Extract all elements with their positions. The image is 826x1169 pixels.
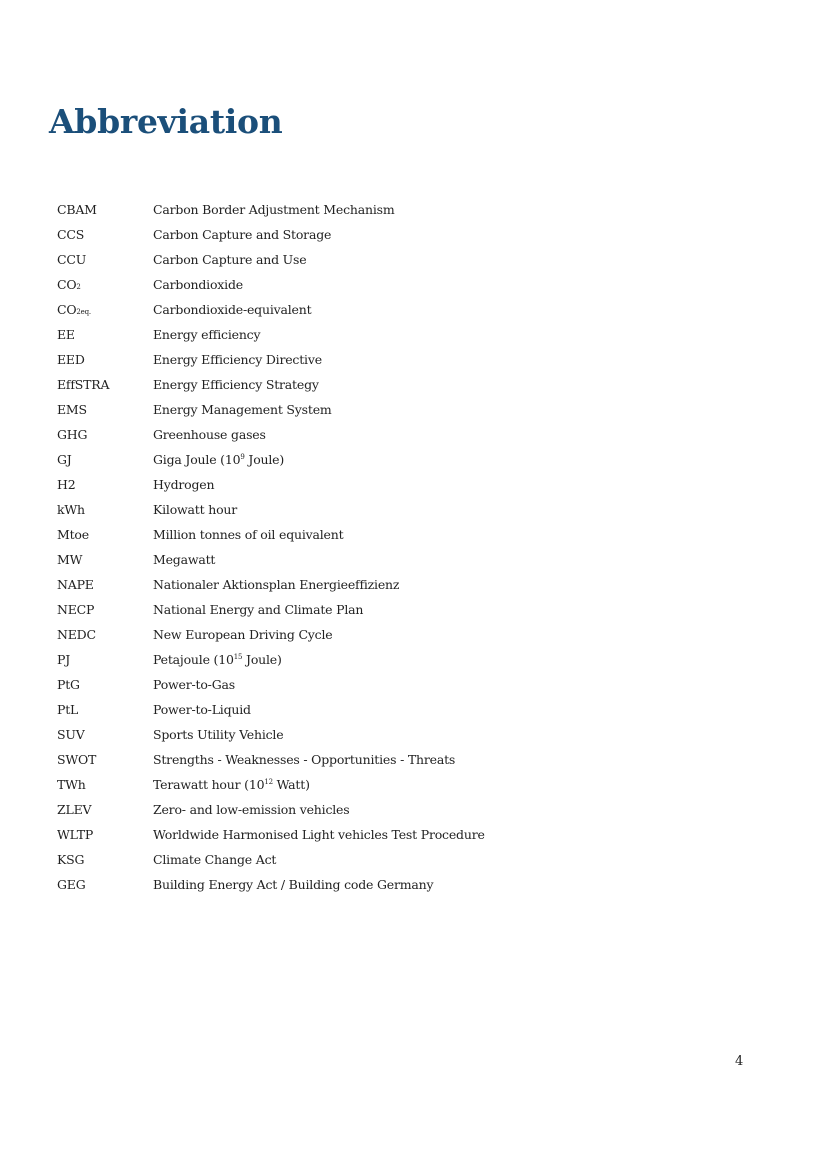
abbreviation-term <box>57 522 153 547</box>
abbreviation-row <box>57 672 517 697</box>
abbreviation-term <box>57 847 153 872</box>
abbreviation-definition <box>153 347 517 372</box>
abbreviation-row <box>57 347 517 372</box>
abbreviation-definition <box>153 647 517 672</box>
abbreviation-definition-text: Zero- and low-emission vehicles <box>153 802 350 817</box>
abbreviation-definition-text: Carbondioxide-equivalent <box>153 302 312 317</box>
abbreviation-definition-text: Carbon Capture and Storage <box>153 227 332 242</box>
abbreviation-term <box>57 622 153 647</box>
abbreviation-term <box>57 747 153 772</box>
abbreviation-definition <box>153 522 517 547</box>
abbreviation-term <box>57 372 153 397</box>
abbreviation-row <box>57 797 517 822</box>
abbreviation-definition <box>153 622 517 647</box>
abbreviation-row <box>57 597 517 622</box>
abbreviation-term <box>57 272 153 297</box>
abbreviation-definition <box>153 847 517 872</box>
abbreviation-row <box>57 422 517 447</box>
abbreviation-definition-text: Power-to-Liquid <box>153 702 251 717</box>
abbreviation-definition <box>153 747 517 772</box>
abbreviation-definition-exponent: 12 <box>264 777 273 786</box>
abbreviation-term-text: CCS <box>57 227 85 242</box>
abbreviation-term-subscript: 2eq. <box>76 308 91 316</box>
abbreviation-term <box>57 397 153 422</box>
abbreviation-row <box>57 522 517 547</box>
abbreviation-definition <box>153 797 517 822</box>
abbreviation-term <box>57 197 153 222</box>
abbreviation-term-text: CBAM <box>57 202 97 217</box>
abbreviation-definition-text: Kilowatt hour <box>153 502 238 517</box>
abbreviation-definition <box>153 597 517 622</box>
abbreviation-definition-text: Strengths - Weaknesses - Opportunities - Threats <box>153 752 456 767</box>
abbreviation-term <box>57 322 153 347</box>
abbreviation-row <box>57 547 517 572</box>
abbreviation-term <box>57 547 153 572</box>
abbreviation-definition-text: Climate Change Act <box>153 852 277 867</box>
abbreviation-definition <box>153 447 517 472</box>
abbreviation-definition <box>153 772 517 797</box>
abbreviation-term-text: CO <box>57 277 77 292</box>
abbreviation-definition-suffix: Joule) <box>244 452 285 467</box>
abbreviation-row <box>57 247 517 272</box>
abbreviation-definition-text: National Energy and Climate Plan <box>153 602 364 617</box>
abbreviation-row <box>57 572 517 597</box>
abbreviation-definition <box>153 547 517 572</box>
abbreviation-term-text: GEG <box>57 877 86 892</box>
abbreviation-definition-suffix: Watt) <box>272 777 310 792</box>
abbreviation-definition <box>153 872 517 897</box>
abbreviation-definition <box>153 322 517 347</box>
abbreviation-definition <box>153 472 517 497</box>
abbreviation-definition <box>153 297 517 322</box>
abbreviation-definition-text: Giga Joule (10 <box>153 452 241 467</box>
abbreviation-term <box>57 672 153 697</box>
abbreviation-definition-text: Carbon Capture and Use <box>153 252 307 267</box>
abbreviation-row <box>57 472 517 497</box>
abbreviation-definition <box>153 247 517 272</box>
abbreviation-term-text: CCU <box>57 252 87 267</box>
abbreviation-row <box>57 322 517 347</box>
abbreviation-row <box>57 397 517 422</box>
abbreviation-term-text: EE <box>57 327 75 342</box>
abbreviation-row <box>57 722 517 747</box>
abbreviation-term-text: ZLEV <box>57 802 92 817</box>
abbreviation-term-text: kWh <box>57 502 85 517</box>
abbreviation-term-text: PJ <box>57 652 71 667</box>
abbreviation-definition-text: New European Driving Cycle <box>153 627 333 642</box>
abbreviation-term-text: EED <box>57 352 85 367</box>
abbreviation-definition-text: Sports Utility Vehicle <box>153 727 284 742</box>
abbreviation-definition <box>153 722 517 747</box>
abbreviation-term-text: GJ <box>57 452 72 467</box>
abbreviation-term-text: EMS <box>57 402 87 417</box>
abbreviation-row <box>57 697 517 722</box>
abbreviation-definition-text: Petajoule (10 <box>153 652 234 667</box>
abbreviation-row <box>57 747 517 772</box>
abbreviation-term <box>57 222 153 247</box>
page-number: 4 <box>735 1054 744 1069</box>
abbreviation-row <box>57 772 517 797</box>
abbreviation-definition-exponent: 9 <box>240 452 245 461</box>
abbreviation-term-text: PtL <box>57 702 79 717</box>
abbreviation-definition-exponent: 15 <box>233 652 243 661</box>
abbreviation-term <box>57 572 153 597</box>
abbreviation-definition-text: Megawatt <box>153 552 216 567</box>
abbreviation-definition-text: Energy Management System <box>153 402 332 417</box>
abbreviation-term-text: KSG <box>57 852 85 867</box>
abbreviation-definition-text: Terawatt hour (10 <box>153 777 265 792</box>
abbreviation-definition-text: Energy Efficiency Directive <box>153 352 322 367</box>
abbreviation-definition-text: Hydrogen <box>153 477 215 492</box>
abbreviation-term-text: NEDC <box>57 627 96 642</box>
abbreviation-term <box>57 597 153 622</box>
abbreviation-definition-text: Power-to-Gas <box>153 677 235 692</box>
abbreviation-term <box>57 497 153 522</box>
abbreviation-term-text: SUV <box>57 727 85 742</box>
abbreviation-row <box>57 197 517 222</box>
abbreviation-definition <box>153 572 517 597</box>
abbreviation-term <box>57 347 153 372</box>
abbreviation-definition <box>153 672 517 697</box>
abbreviation-definition-text: Energy efficiency <box>153 327 261 342</box>
abbreviation-term-text: NECP <box>57 602 95 617</box>
abbreviation-definition-text: Carbon Border Adjustment Mechanism <box>153 202 395 217</box>
abbreviation-term <box>57 647 153 672</box>
abbreviation-term-subscript: 2 <box>76 283 81 291</box>
abbreviation-term <box>57 797 153 822</box>
abbreviation-definition <box>153 497 517 522</box>
abbreviation-term <box>57 247 153 272</box>
abbreviation-list <box>57 197 517 897</box>
abbreviation-term-text: MW <box>57 552 83 567</box>
abbreviation-term <box>57 447 153 472</box>
abbreviation-term <box>57 772 153 797</box>
abbreviation-term-text: H2 <box>57 477 76 492</box>
abbreviation-row <box>57 272 517 297</box>
abbreviation-row <box>57 497 517 522</box>
page-title: Abbreviation <box>49 102 283 141</box>
abbreviation-term-text: NAPE <box>57 577 94 592</box>
abbreviation-term <box>57 697 153 722</box>
abbreviation-row <box>57 622 517 647</box>
abbreviation-term <box>57 472 153 497</box>
abbreviation-row <box>57 822 517 847</box>
abbreviation-definition <box>153 697 517 722</box>
abbreviation-definition-text: Building Energy Act / Building code Germany <box>153 877 434 892</box>
abbreviation-definition-text: Nationaler Aktionsplan Energieeffizienz <box>153 577 400 592</box>
abbreviation-row <box>57 447 517 472</box>
abbreviation-definition <box>153 397 517 422</box>
abbreviation-term <box>57 297 153 322</box>
abbreviation-row <box>57 872 517 897</box>
abbreviation-term-text: WLTP <box>57 827 94 842</box>
abbreviation-term-text: GHG <box>57 427 88 442</box>
abbreviation-definition <box>153 272 517 297</box>
abbreviation-row <box>57 847 517 872</box>
abbreviation-definition-text: Worldwide Harmonised Light vehicles Test Procedure <box>153 827 485 842</box>
abbreviation-definition <box>153 222 517 247</box>
abbreviation-term-text: TWh <box>57 777 86 792</box>
abbreviation-row <box>57 372 517 397</box>
abbreviation-term-text: SWOT <box>57 752 97 767</box>
abbreviation-term-text: PtG <box>57 677 80 692</box>
abbreviation-term-text: CO <box>57 302 77 317</box>
abbreviation-definition <box>153 372 517 397</box>
abbreviation-term-text: Mtoe <box>57 527 89 542</box>
abbreviation-definition-text: Greenhouse gases <box>153 427 266 442</box>
abbreviation-definition-text: Million tonnes of oil equivalent <box>153 527 344 542</box>
abbreviation-definition-text: Energy Efficiency Strategy <box>153 377 319 392</box>
abbreviation-term <box>57 822 153 847</box>
abbreviation-term <box>57 722 153 747</box>
abbreviation-definition <box>153 197 517 222</box>
abbreviation-term <box>57 422 153 447</box>
abbreviation-term <box>57 872 153 897</box>
abbreviation-definition-text: Carbondioxide <box>153 277 243 292</box>
abbreviation-row <box>57 222 517 247</box>
abbreviation-definition-suffix: Joule) <box>242 652 282 667</box>
abbreviation-row <box>57 297 517 322</box>
abbreviation-row <box>57 647 517 672</box>
abbreviation-term-text: EffSTRA <box>57 377 110 392</box>
abbreviation-definition <box>153 822 517 847</box>
abbreviation-definition <box>153 422 517 447</box>
